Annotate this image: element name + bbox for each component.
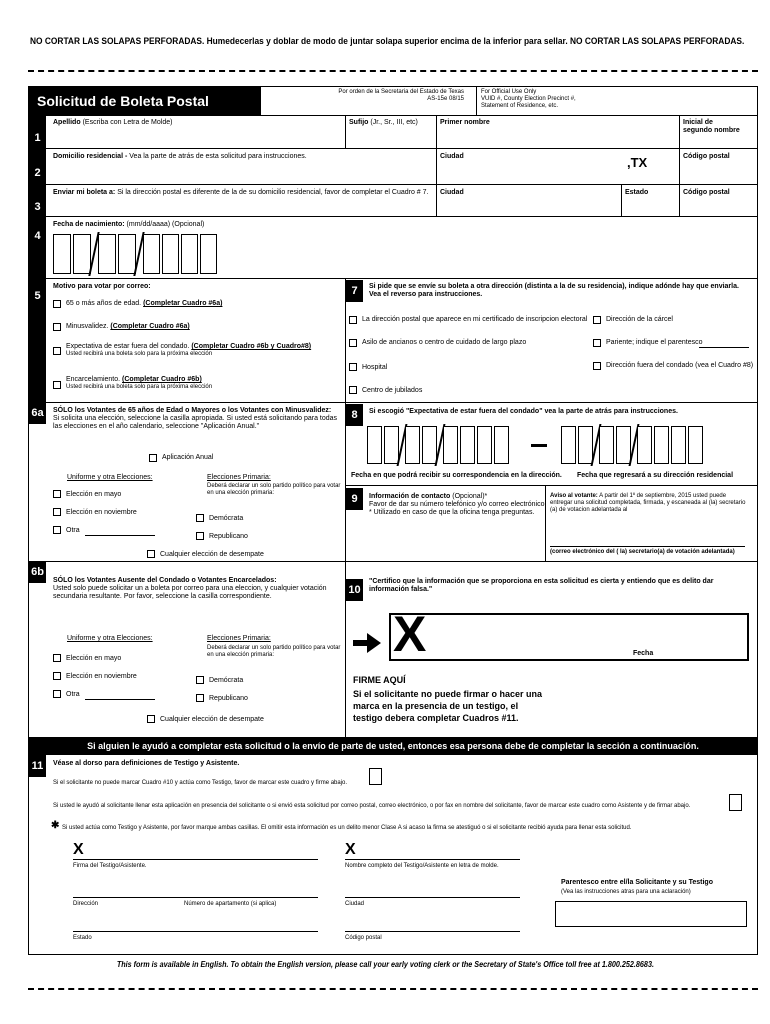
last-name-field[interactable]: Apellido (Escriba con Letra de Molde) (53, 119, 173, 126)
top-notice: NO CORTAR LAS SOLAPAS PERFORADAS. Humedecerlas y doblar de modo de juntar solapa superior encima de la inferior para sellar. NO CORTAR LAS SOLAPAS PERFORADAS. (30, 36, 745, 47)
zip-label[interactable]: Código postal (345, 935, 382, 941)
6a-republican-checkbox[interactable] (196, 532, 204, 540)
6a-other-label: Otra (66, 527, 80, 534)
6b-may-checkbox[interactable] (53, 654, 61, 662)
perforation-bottom (28, 988, 758, 990)
absent-county-checkbox[interactable] (53, 347, 61, 355)
annual-checkbox[interactable] (149, 454, 157, 462)
signature-box[interactable] (389, 613, 749, 661)
witness-checkbox[interactable] (369, 768, 382, 785)
voter-notice: Aviso al votante: A partir del 1º de septiembre, 2015 usted puede entregar una solicitud completada, firmada, y escaneada al (la) secretario (a) de votacion adelantada al (550, 493, 746, 513)
retirement-center-checkbox[interactable] (349, 386, 357, 394)
birth-date-boxes[interactable] (53, 234, 213, 274)
nursing-home-checkbox[interactable] (349, 339, 357, 347)
official-use: For Official Use Only VUID #, County Election Precinct #, Statement of Residence, etc. (481, 89, 576, 109)
form-title: Solicitud de Boleta Postal (29, 87, 261, 115)
assistance-bar: Si alguien le ayudó a completar esta solicitud o la envío de parte de usted, entonces esa persona debe de completar la sección a continuación. (29, 737, 757, 755)
witness-signature-label[interactable]: Firma del Testigo/Asistente. (73, 863, 147, 869)
6a-may-label: Elección en mayo (66, 491, 122, 498)
6b-november-checkbox[interactable] (53, 672, 61, 680)
confinement-label: Encarcelamiento. (Completar Cuadro #6b) Usted recibirá una boleta solo para la próxima elección (66, 376, 213, 391)
mailing-state-field[interactable]: Estado (625, 189, 649, 196)
6b-republican-checkbox[interactable] (196, 694, 204, 702)
6b-primary-note: Deberá declarar un solo partido político para votar en una elección primaria: (207, 645, 341, 658)
application-form (28, 86, 758, 955)
section-6b-number: 6b (29, 561, 46, 583)
6b-uniform-heading: Uniforme y otra Elecciones: (67, 635, 153, 642)
perforation-top (28, 70, 758, 72)
city-label[interactable]: Ciudad (345, 901, 365, 907)
jail-address-label: Dirección de la cárcel (606, 316, 673, 323)
section-1-number: 1 (29, 115, 46, 148)
6a-other-checkbox[interactable] (53, 526, 61, 534)
witness-signature-x: X (73, 841, 84, 858)
suffix-field[interactable]: Sufijo (Jr., Sr., III, etc) (349, 119, 418, 126)
mailing-address-field[interactable]: Enviar mi boleta a: Si la dirección postal es diferente de la de su domicilio residencial, favor de completar el Cuadro # 7. (53, 189, 429, 196)
witness-line: Si el solicitante no puede marcar Cuadro #10 y actúa como Testigo, favor de marcar este cuadro y firme abajo. (53, 780, 348, 786)
6b-democrat-label: Demócrata (209, 677, 244, 684)
outside-county-checkbox[interactable] (593, 362, 601, 370)
primary-note: Deberá declarar un solo partido político para votar en una elección primaria: (207, 483, 341, 496)
disability-label: Minusvalidez. (Completar Cuadro #6a) (66, 323, 190, 330)
section-8-number: 8 (346, 404, 363, 426)
sign-here-label: FIRME AQUÍ (353, 675, 406, 685)
certification-text: "Certifico que la información que se proporciona en esta solicitud es cierta y entiendo que es delito dar información falsa." (369, 578, 714, 594)
witness-name-label[interactable]: Nombre completo del Testigo/Asistente en letra de molde. (345, 863, 499, 869)
confinement-checkbox[interactable] (53, 381, 61, 389)
section-11-number: 11 (29, 755, 46, 777)
disability-checkbox[interactable] (53, 323, 61, 331)
assistant-line: Si usted le ayudó al solicitante llenar esta aplicación en presencia del solicitante o si envió esta solicitud por correo postal, correo electrónico, o por fax en nombre del solicitante, favor de marcar este cuadro como Asistente y de firmar abajo. (53, 803, 691, 809)
absent-county-label: Expectativa de estar fuera del condado. (Completar Cuadro #6b y Cuadro#8) Usted recibirá una boleta solo para la próxima elección (66, 343, 312, 358)
address-label[interactable]: Dirección (73, 901, 99, 907)
voter-cert-address-label: La dirección postal que aparece en mi certificado de inscripcion electoral (362, 316, 588, 323)
footer-note: This form is available in English. To obtain the English version, please call your early voting clerk or the Secretary of State's Office toll free at 1.800.252.8683. (116, 960, 654, 969)
signature-date-label: Fecha (633, 650, 654, 657)
away-date-caption: Fecha en que podrá recibir su correspondencia en la dirección. (351, 472, 562, 479)
hospital-label: Hospital (362, 364, 388, 371)
asterisk-icon: ✱ (51, 820, 60, 831)
6a-republican-label: Republicano (209, 533, 248, 540)
assistant-checkbox[interactable] (729, 794, 742, 811)
age-65-checkbox[interactable] (53, 300, 61, 308)
order-note: Por orden de la Secretaria del Estado de Texas AS-15e 08/15 (338, 89, 464, 102)
6a-runoff-label: Cualquier elección de desempate (160, 551, 264, 558)
6b-democrat-checkbox[interactable] (196, 676, 204, 684)
return-date-caption: Fecha que regresará a su dirección residencial (577, 472, 734, 479)
6b-runoff-checkbox[interactable] (147, 715, 155, 723)
section-6a-text: SÓLO los Votantes de 65 años de Edad o Mayores o los Votantes con Minusvalidez: Si solicita una elección, seleccione la casilla apropiada. Si usted está solicitando para todas las elecciones en el año calendario, seleccione "Aplicación Anual." (53, 407, 338, 431)
relationship-input[interactable] (555, 901, 747, 927)
6a-democrat-checkbox[interactable] (196, 514, 204, 522)
6b-other-checkbox[interactable] (53, 690, 61, 698)
both-line: Si usted actúa como Testigo y Asistente, por favor marque ambas casillas. El omitir esta información es un delito menor Clase A si acaso la firma se atestiguó o si el solicitante recibió ayuda para llenar esta solicitud. (62, 825, 632, 831)
section-2-number: 2 (29, 148, 46, 184)
retirement-center-label: Centro de jubilados (362, 387, 423, 394)
nursing-home-label: Asilo de ancianos o centro de cuidado de largo plazo (362, 339, 527, 346)
section-9-number: 9 (346, 488, 363, 510)
mailing-city-field[interactable]: Ciudad (440, 189, 464, 196)
apartment-label[interactable]: Número de apartamento (si aplica) (184, 901, 277, 907)
signature-x: X (393, 606, 427, 662)
middle-initial-field[interactable]: Inicial de segundo nombre (683, 119, 740, 135)
6b-may-label: Elección en mayo (66, 655, 122, 662)
section-3-number: 3 (29, 184, 46, 216)
6a-november-checkbox[interactable] (53, 508, 61, 516)
state-tx: ,TX (627, 155, 648, 170)
6b-other-label: Otra (66, 691, 80, 698)
arrow-right-icon (353, 633, 381, 653)
witness-name-x: X (345, 841, 356, 858)
relative-label: Pariente; indique el parentesco (606, 339, 703, 346)
alt-address-title: Si pide que se envíe su boleta a otra dirección (distinta a la de su residencia), indique adónde hay que enviarla. Vea el reverso para instrucciones. (369, 283, 739, 299)
residence-city-field[interactable]: Ciudad (440, 153, 464, 160)
6b-runoff-label: Cualquier elección de desempate (160, 716, 264, 723)
witness-note: Si el solicitante no puede firmar o hacer una marca en la presencia de un testigo, el testigo debera completar Cuadros #11. (353, 689, 543, 724)
section-7-number: 7 (346, 280, 363, 302)
6b-republican-label: Republicano (209, 695, 248, 702)
6a-democrat-label: Demócrata (209, 515, 244, 522)
annual-label: Aplicación Anual (162, 454, 214, 461)
relationship-title: Parentesco entre el/la Solicitante y su Testigo (561, 879, 713, 886)
section-6b-text: SÓLO los Votantes Ausente del Condado o Votantes Encarcelados: Usted solo puede solicitar un a boleta por correo para una eleccion, y cualquier votación secundaria resultante. Por favor, seleccione la casilla correspondiente. (53, 577, 327, 601)
away-dates-boxes[interactable] (367, 426, 757, 468)
outside-county-label: Dirección fuera del condado (vea el Cuadro #8) (606, 362, 754, 369)
state-label[interactable]: Estado (73, 935, 92, 941)
section-11-title: Véase al dorso para definiciones de Testigo y Asistente. (53, 760, 240, 767)
hospital-checkbox[interactable] (349, 363, 357, 371)
primary-elections-heading: Elecciones Primaria: (207, 474, 271, 481)
relative-checkbox[interactable] (593, 339, 601, 347)
section-8-title: Si escogió "Expectativa de estar fuera del condado" vea la parte de atrás para instrucciones. (369, 408, 678, 415)
6a-runoff-checkbox[interactable] (147, 550, 155, 558)
clerk-email-caption: (correo electrónico del ( la) secretario(a) de votación adelantada) (550, 549, 735, 555)
relationship-hint: (Vea las instrucciones atras para una aclaración) (561, 889, 691, 895)
section-10-number: 10 (346, 579, 363, 601)
contact-info[interactable]: Información de contacto (Opcional)* Favor de dar su número telefónico y/o correo electrónico: * Utilizado en caso de que la oficina tenga preguntas. (369, 493, 547, 517)
voter-cert-address-checkbox[interactable] (349, 316, 357, 324)
6b-november-label: Elección en noviembre (66, 673, 137, 680)
residence-zip-field[interactable]: Código postal (683, 153, 730, 160)
first-name-field[interactable]: Primer nombre (440, 119, 490, 126)
section-5-number: 5 (29, 278, 46, 402)
jail-address-checkbox[interactable] (593, 316, 601, 324)
residence-address-field[interactable]: Domicilio residencial - Vea la parte de atrás de esta solicitud para instrucciones. (53, 153, 307, 160)
6a-november-label: Elección en noviembre (66, 509, 137, 516)
age-65-label: 65 o más años de edad. (Completar Cuadro #6a) (66, 300, 223, 307)
birth-date-label: Fecha de nacimiento: (mm/dd/aaaa) (Opcional) (53, 221, 205, 228)
section-4-number: 4 (29, 216, 46, 278)
reason-title: Motivo para votar por correo: (53, 283, 151, 290)
uniform-elections-heading: Uniforme y otra Elecciones: (67, 474, 153, 481)
6a-may-checkbox[interactable] (53, 490, 61, 498)
mailing-zip-field[interactable]: Código postal (683, 189, 730, 196)
section-6a-number: 6a (29, 402, 46, 424)
6b-primary-heading: Elecciones Primaria: (207, 635, 271, 642)
